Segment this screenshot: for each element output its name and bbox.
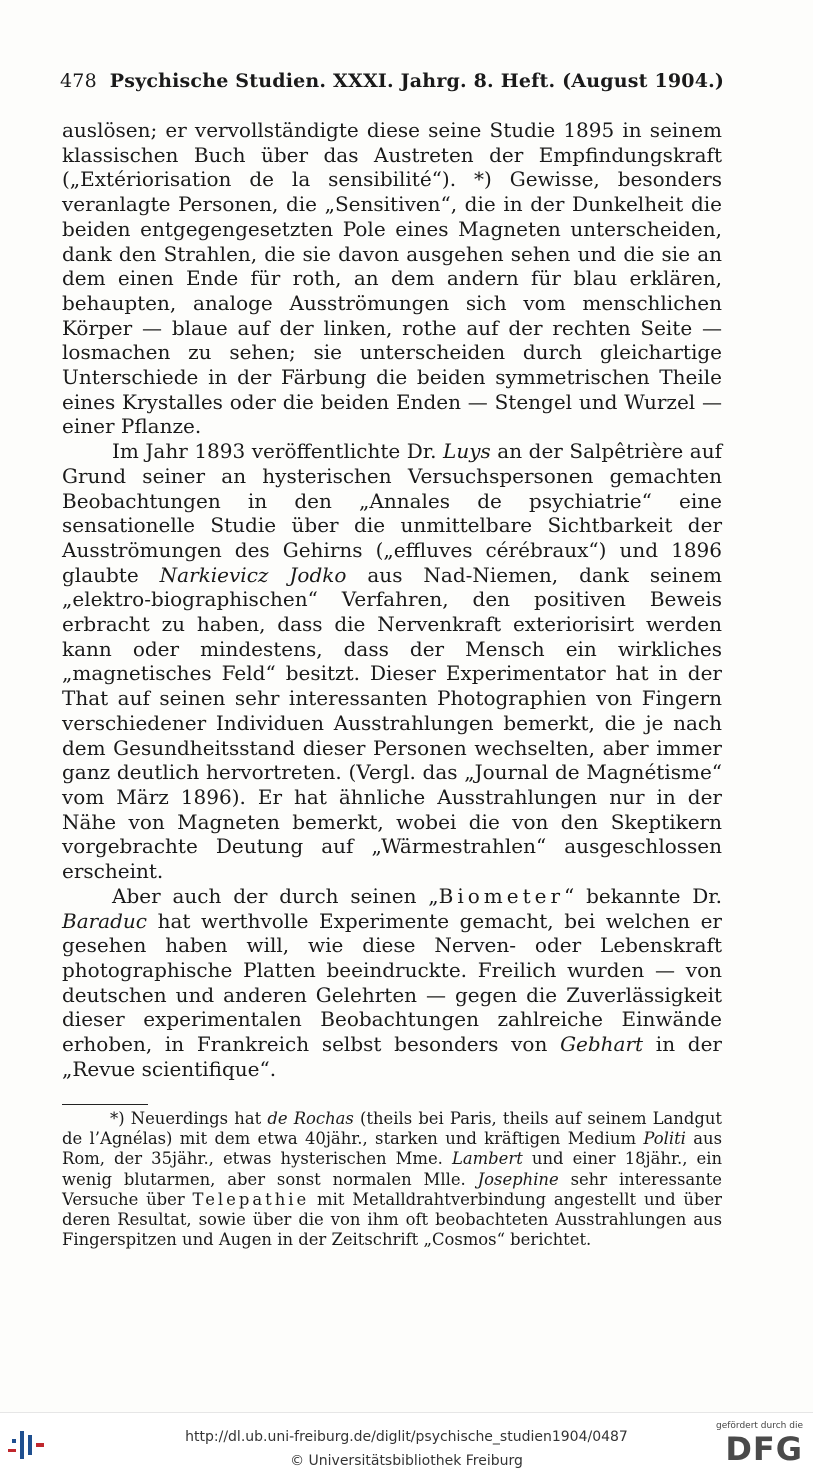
- paragraph-3: [62, 884, 722, 1082]
- name-politi: Politi: [643, 1129, 686, 1149]
- name-luys: Luys: [443, 439, 491, 464]
- paragraph-1-text: auslösen; er vervollständigte diese seine Studie 1895 in seinem klassischen Buch über das Austreten der Empfindungskraft („Extériorisation de la sensibilité“). *) Gewisse, besonders veranlagte Personen, die „Sensitiven“, die in der Dunkelheit die beiden entgegengesetzten Pole eines Magneten unterscheiden, dank den Strahlen, die sie davon ausgehen sehen und die sie an dem einen Ende für roth, an dem andern für blau erklären, behaupten, analoge Ausströmungen sich vom menschlichen Körper — blaue auf der linken, rothe auf der rechten Seite — losmachen zu sehen; sie unterscheiden durch gleichartige Unterschiede in der Färbung die beiden symmetrischen Theile eines Krystalles oder die beiden Enden — Stengel und Wurzel — einer Pflanze.: [62, 118, 722, 439]
- paragraph-2-text-a: Im Jahr 1893 veröffentlichte Dr.: [112, 439, 444, 464]
- viewer-footer: [0, 1412, 813, 1474]
- copyright-notice: © Universitätsbibliothek Freiburg: [290, 1453, 523, 1469]
- source-url-link[interactable]: http://dl.ub.uni-freiburg.de/diglit/psychische_studien1904/0487: [185, 1429, 628, 1445]
- footnote-body: [62, 1109, 722, 1250]
- name-gebhart: Gebhart: [560, 1032, 644, 1057]
- paragraph-2: [62, 439, 722, 884]
- footnote-text-b: (theils bei Paris, theils auf seinem Landgut de l’Agnélas) mit dem etwa 40jähr., starken und kräftigen Medium: [62, 1109, 722, 1149]
- footnote-text-e: sehr interessante Versuche über: [62, 1169, 722, 1209]
- paragraph-3-text-d: in der „Revue scientifique“.: [62, 1032, 722, 1081]
- running-head: [60, 70, 760, 92]
- footnote-text-d: und einer 18jähr., ein wenig blutarmen, aber sonst normalen Mlle.: [62, 1149, 723, 1189]
- term-telepathie: Telepathie: [192, 1189, 310, 1209]
- name-baraduc: Baraduc: [62, 908, 147, 933]
- term-biometer: Biometer: [438, 883, 565, 908]
- paragraph-3-text-c: hat werthvolle Experimente gemacht, bei welchen er gesehen haben will, wie diese Nerven- oder Lebenskraft photographische Platten beeindruckte. Freilich wurden — von deutschen und anderen Gelehrten — gegen die Zuverlässigkeit dieser experimentalen Beobachtungen zahlreiche Einwände erhoben, in Frankreich selbst besonders von: [62, 908, 722, 1057]
- footnote-text-f: mit Metalldrahtverbindung angestellt und über deren Resultat, sowie über die von ihm oft beobachteten Ausstrahlungen aus Fingerspitzen und Augen in der Zeitschrift „Cosmos“ berichtet.: [62, 1189, 723, 1250]
- page-number: 478: [60, 70, 97, 92]
- footnote-text-a: *) Neuerdings hat: [110, 1109, 268, 1128]
- footnote: [62, 1109, 722, 1250]
- body-text: [62, 118, 722, 1081]
- dfg-logo: DFG: [725, 1430, 803, 1468]
- name-lambert: Lambert: [451, 1149, 523, 1169]
- dfg-caption: gefördert durch die: [716, 1421, 803, 1431]
- paragraph-1: [62, 118, 722, 439]
- footnote-rule: [62, 1104, 148, 1105]
- paragraph-2-text-c: aus Nad-Niemen, dank seinem „elektro-biographischen“ Verfahren, den positiven Beweis erbracht zu haben, dass die Nervenkraft exteriorisirt werden kann oder mindestens, dass der Mensch ein wirkliches „magnetisches Feld“ besitzt. Dieser Experimentator hat in der That auf seinen sehr interessanten Photographien von Fingern verschiedener Individuen Ausstrahlungen bemerkt, die je nach dem Gesundheitsstand dieser Personen wechselten, aber immer ganz deutlich hervortreten. (Vergl. das „Journal de Magnétisme“ vom März 1896). Er hat ähnliche Ausstrahlungen nur in der Nähe von Magneten bemerkt, wobei die von den Skeptikern vorgebrachte Deutung auf „Wärmestrahlen“ ausgeschlossen erscheint.: [62, 562, 722, 884]
- running-title: Psychische Studien. XXXI. Jahrg. 8. Heft. (August 1904.): [109, 70, 725, 92]
- paragraph-3-text-b: “ bekannte Dr.: [564, 883, 723, 908]
- footnote-text-c: aus Rom, der 35jähr., etwas hysterischen Mme.: [62, 1129, 722, 1169]
- name-narkievicz-jodko: Narkievicz Jodko: [159, 562, 347, 587]
- paragraph-2-text-b: an der Salpêtrière auf Grund seiner an hysterischen Versuchspersonen gemachten Beobachtungen in den „Annales de psychiatrie“ eine sensationelle Studie über die unmittelbare Sichtbarkeit der Ausströmungen des Gehirns („effluves cérébraux“) und 1896 glaubte: [62, 439, 723, 587]
- name-de-rochas: de Rochas: [267, 1109, 354, 1128]
- name-josephine: Josephine: [477, 1169, 559, 1189]
- paragraph-3-text-a: Aber auch der durch seinen „: [112, 883, 439, 908]
- dfg-badge[interactable]: [711, 1421, 803, 1471]
